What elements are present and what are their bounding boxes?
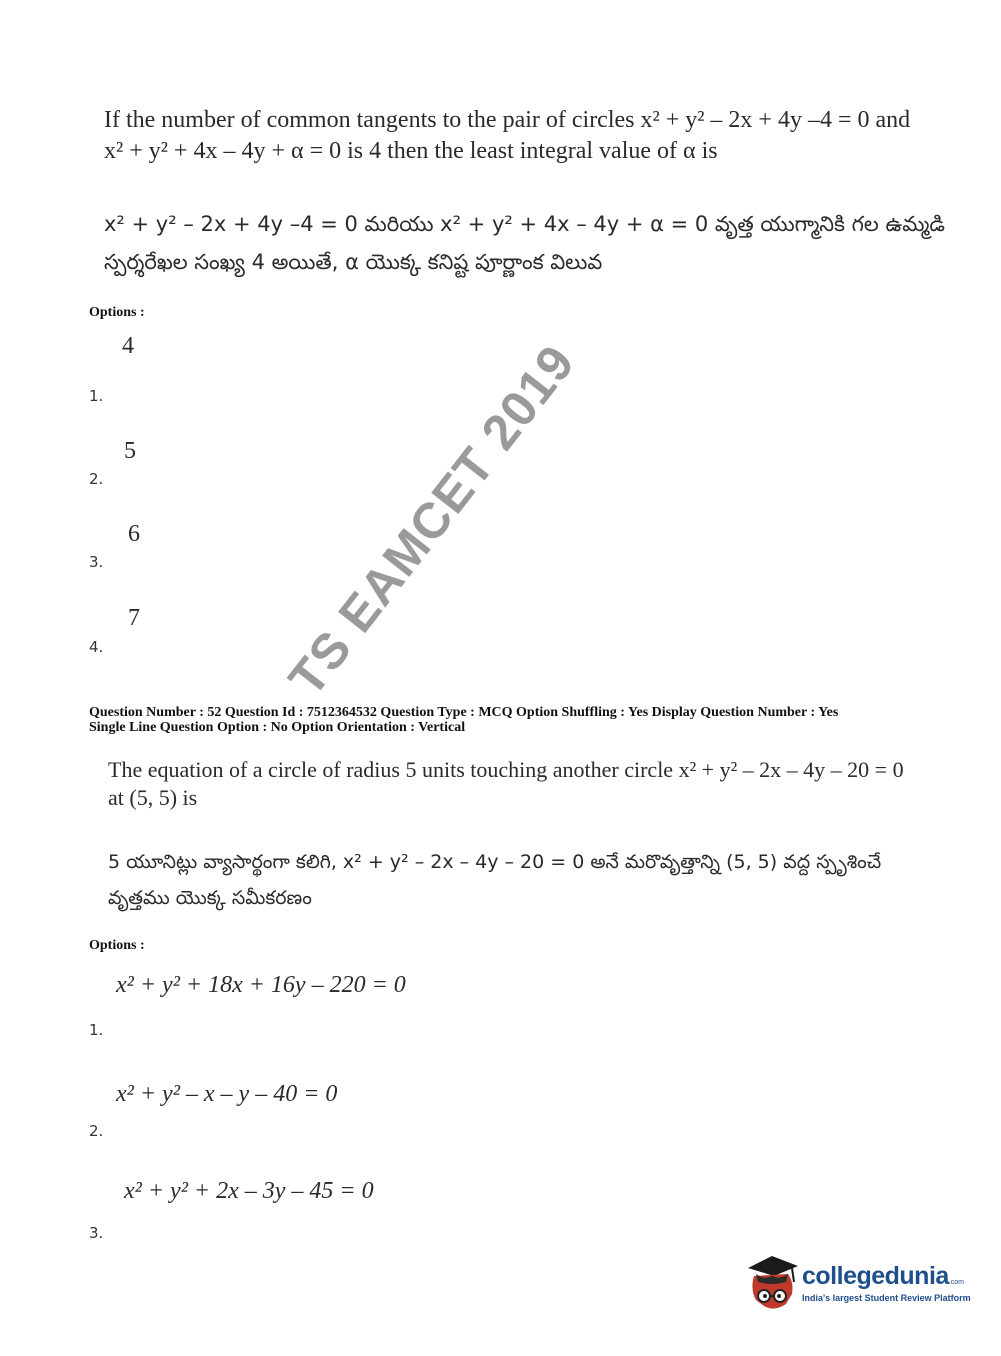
q52-option-2-value: x² + y² – x – y – 40 = 0 xyxy=(116,1081,338,1107)
logo-tagline: India's largest Student Review Platform xyxy=(802,1293,971,1303)
collegedunia-logo xyxy=(742,1250,972,1320)
q52-meta-line1: Question Number : 52 Question Id : 7512364532 Question Type : MCQ Option Shuffling : Yes Display Question Number : Yes xyxy=(89,705,839,720)
q52-option-3-value: x² + y² + 2x – 3y – 45 = 0 xyxy=(124,1178,374,1204)
q52-option-3-number: 3. xyxy=(89,1224,104,1242)
q51-options-label: Options : xyxy=(89,305,145,320)
q51-option-3-value: 6 xyxy=(128,521,140,547)
q52-meta-line2: Single Line Question Option : No Option Orientation : Vertical xyxy=(89,720,466,735)
q51-option-2-value: 5 xyxy=(124,438,136,464)
q51-option-3-number: 3. xyxy=(89,553,104,571)
q51-text-en-line1: If the number of common tangents to the pair of circles x² + y² – 2x + 4y –4 = 0 and xyxy=(104,107,911,133)
q51-option-1-value: 4 xyxy=(122,333,134,359)
q52-text-en-line1: The equation of a circle of radius 5 units touching another circle x² + y² – 2x – 4y – 20 = 0 xyxy=(108,757,904,782)
q52-text-en-line2: at (5, 5) is xyxy=(108,785,198,810)
q51-option-4-value: 7 xyxy=(128,605,140,631)
q52-option-2-number: 2. xyxy=(89,1122,104,1140)
q52-option-1-number: 1. xyxy=(89,1021,104,1039)
q52-option-1-value: x² + y² + 18x + 16y – 220 = 0 xyxy=(116,972,406,998)
q52-options-label: Options : xyxy=(89,938,145,953)
q51-option-1-number: 1. xyxy=(89,387,104,405)
q51-text-te-line1: x² + y² – 2x + 4y –4 = 0 మరియు x² + y² + 4x – 4y + α = 0 వృత్త యుగ్మానికి గల ఉమ్మడి xyxy=(104,212,945,236)
q51-option-2-number: 2. xyxy=(89,470,104,488)
watermark-text: TS EAMCET 2019 xyxy=(277,334,586,707)
q51-text-en-line2: x² + y² + 4x – 4y + α = 0 is 4 then the least integral value of α is xyxy=(104,138,718,164)
logo-suffix: .com xyxy=(948,1279,964,1286)
q52-text-te-line1: 5 యూనిట్లు వ్యాసార్థంగా కలిగి, x² + y² – 2x – 4y – 20 = 0 అనే మరొవృత్తాన్ని (5, 5) వద్ద స్పృశించే xyxy=(108,851,882,873)
q52-text-te-line2: వృత్తము యొక్క సమీకరణం xyxy=(108,887,312,909)
q51-text-te-line2: స్పర్శరేఖల సంఖ్య 4 అయితే, α యొక్క కనిష్ట పూర్ణాంక విలువ xyxy=(104,250,603,274)
logo-name: collegedunia xyxy=(802,1262,949,1290)
mascot-icon xyxy=(742,1250,802,1318)
q51-option-4-number: 4. xyxy=(89,638,104,656)
